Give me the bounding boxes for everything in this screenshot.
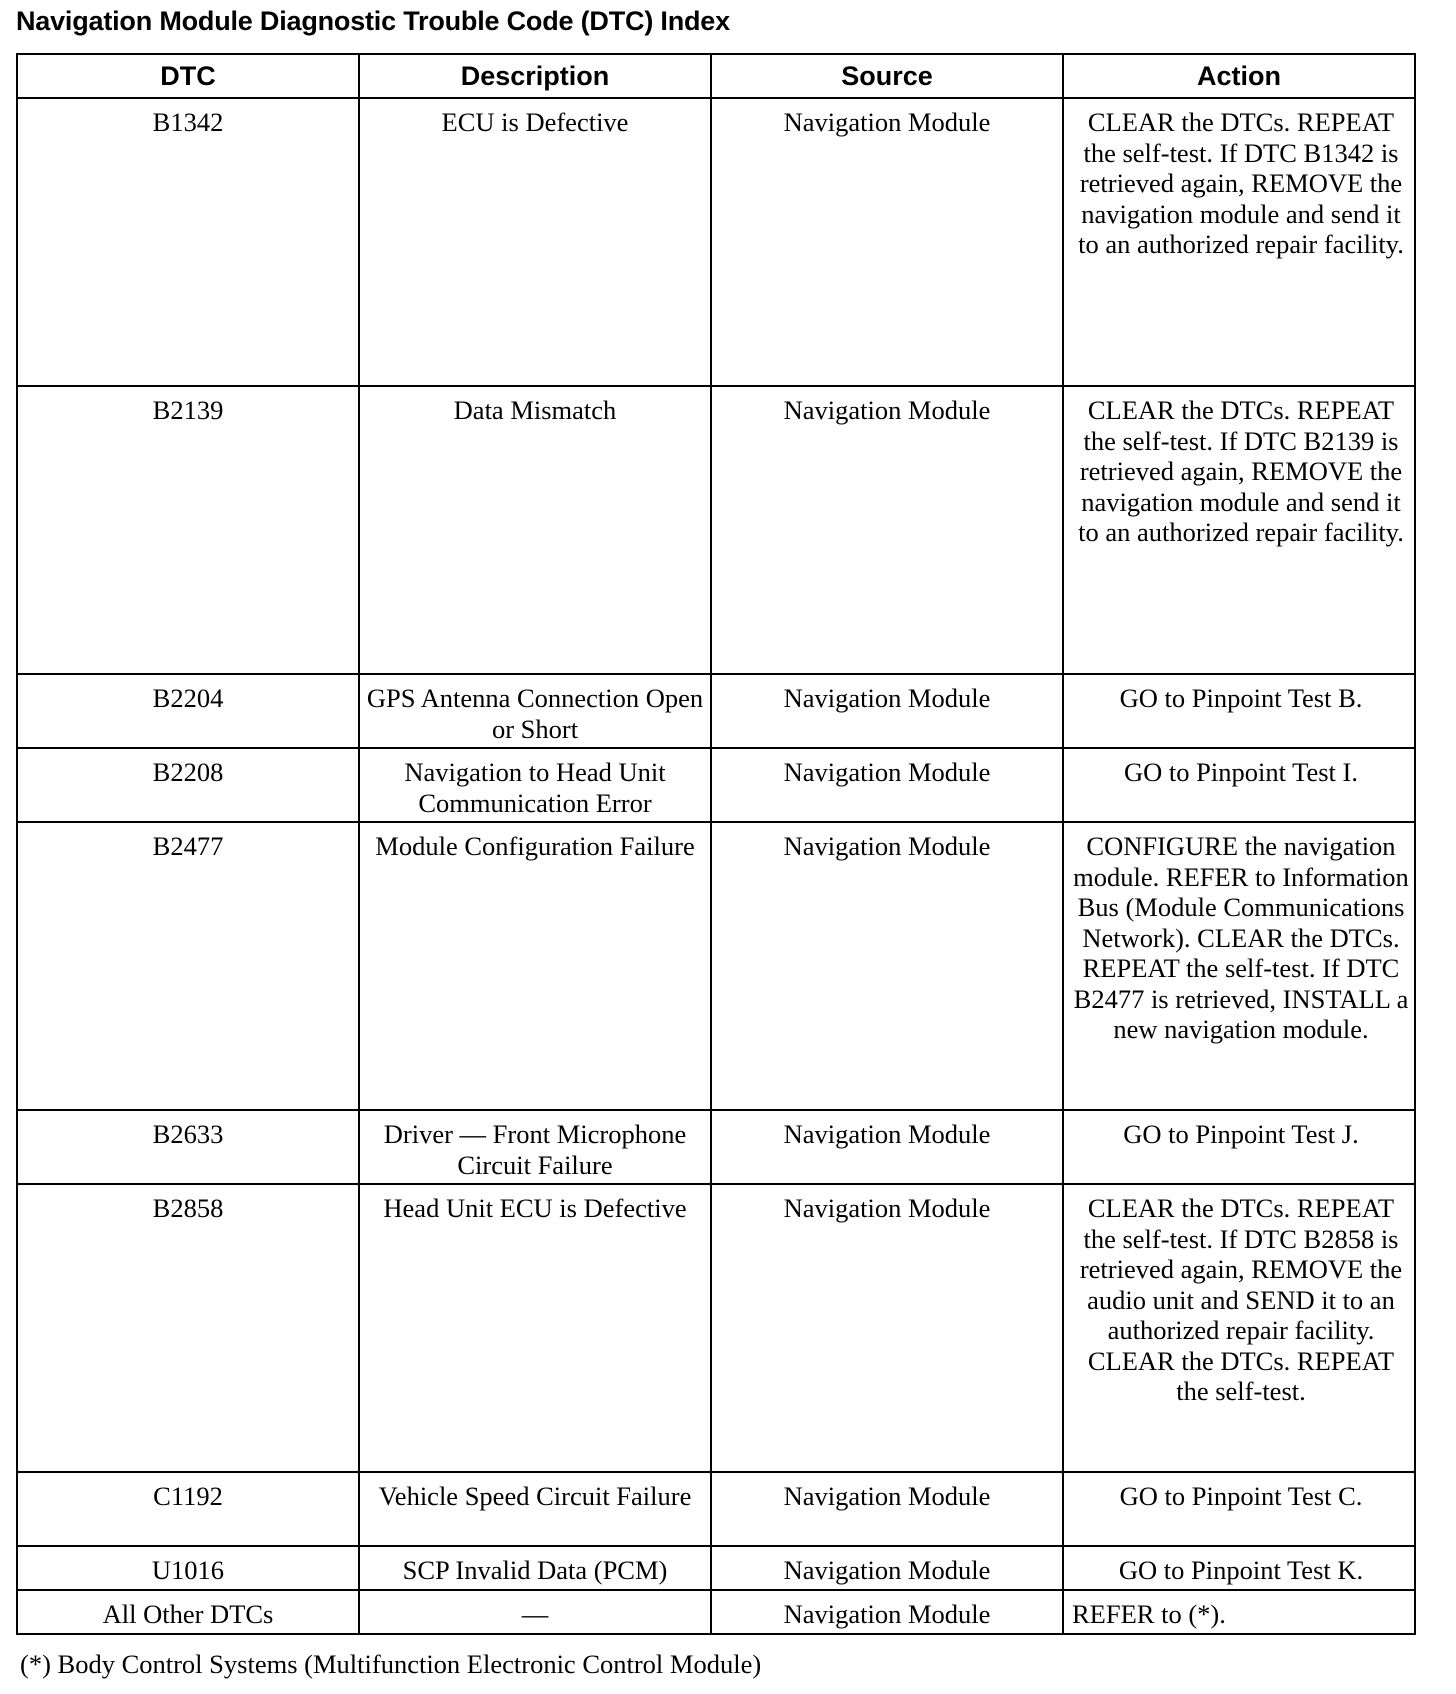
page-title: Navigation Module Diagnostic Trouble Code (DTC) Index — [16, 6, 730, 36]
column-header-dtc: DTC — [17, 54, 359, 98]
dtc-cell: B1342 — [17, 98, 359, 386]
dtc-cell: B2477 — [17, 822, 359, 1110]
dtc-cell: B2858 — [17, 1184, 359, 1472]
action-cell: CONFIGURE the navigation module. REFER to Information Bus (Module Communications Network). CLEAR the DTCs. REPEAT the self-test. If DTC B2477 is retrieved, INSTALL a new navigation module. — [1063, 822, 1415, 1110]
table-row — [17, 98, 1415, 386]
table-row — [17, 1546, 1415, 1590]
action-cell: REFER to (*). — [1063, 1590, 1415, 1634]
table-row — [17, 386, 1415, 674]
action-cell: GO to Pinpoint Test J. — [1063, 1110, 1415, 1184]
table-row — [17, 1472, 1415, 1546]
description-cell: SCP Invalid Data (PCM) — [359, 1546, 711, 1590]
table-row — [17, 674, 1415, 748]
source-cell: Navigation Module — [711, 748, 1063, 822]
source-cell: Navigation Module — [711, 822, 1063, 1110]
source-cell: Navigation Module — [711, 1110, 1063, 1184]
action-cell: GO to Pinpoint Test C. — [1063, 1472, 1415, 1546]
description-cell: GPS Antenna Connection Open or Short — [359, 674, 711, 748]
action-cell: CLEAR the DTCs. REPEAT the self-test. If DTC B1342 is retrieved again, REMOVE the navigation module and send it to an authorized repair facility. — [1063, 98, 1415, 386]
table-row — [17, 1184, 1415, 1472]
description-cell: Driver — Front Microphone Circuit Failure — [359, 1110, 711, 1184]
footnote: (*) Body Control Systems (Multifunction Electronic Control Module) — [20, 1649, 762, 1679]
description-cell: ECU is Defective — [359, 98, 711, 386]
source-cell: Navigation Module — [711, 1590, 1063, 1634]
dtc-cell: B2139 — [17, 386, 359, 674]
table-row — [17, 748, 1415, 822]
action-cell: GO to Pinpoint Test B. — [1063, 674, 1415, 748]
dtc-cell: B2633 — [17, 1110, 359, 1184]
action-cell: CLEAR the DTCs. REPEAT the self-test. If DTC B2858 is retrieved again, REMOVE the audio unit and SEND it to an authorized repair facility. CLEAR the DTCs. REPEAT the self-test. — [1063, 1184, 1415, 1472]
dtc-cell: B2208 — [17, 748, 359, 822]
dtc-index-table — [16, 53, 1416, 1635]
dtc-cell: U1016 — [17, 1546, 359, 1590]
source-cell: Navigation Module — [711, 386, 1063, 674]
source-cell: Navigation Module — [711, 1184, 1063, 1472]
description-cell: Navigation to Head Unit Communication Error — [359, 748, 711, 822]
source-cell: Navigation Module — [711, 674, 1063, 748]
action-cell: GO to Pinpoint Test I. — [1063, 748, 1415, 822]
column-header-action: Action — [1063, 54, 1415, 98]
header-row — [17, 54, 1415, 98]
description-cell: Vehicle Speed Circuit Failure — [359, 1472, 711, 1546]
table-row — [17, 1590, 1415, 1634]
description-cell: Data Mismatch — [359, 386, 711, 674]
action-cell: CLEAR the DTCs. REPEAT the self-test. If DTC B2139 is retrieved again, REMOVE the navigation module and send it to an authorized repair facility. — [1063, 386, 1415, 674]
table-row — [17, 822, 1415, 1110]
column-header-source: Source — [711, 54, 1063, 98]
source-cell: Navigation Module — [711, 1546, 1063, 1590]
source-cell: Navigation Module — [711, 1472, 1063, 1546]
source-cell: Navigation Module — [711, 98, 1063, 386]
action-cell: GO to Pinpoint Test K. — [1063, 1546, 1415, 1590]
description-cell: — — [359, 1590, 711, 1634]
description-cell: Head Unit ECU is Defective — [359, 1184, 711, 1472]
dtc-cell: All Other DTCs — [17, 1590, 359, 1634]
dtc-cell: B2204 — [17, 674, 359, 748]
table-row — [17, 1110, 1415, 1184]
column-header-description: Description — [359, 54, 711, 98]
description-cell: Module Configuration Failure — [359, 822, 711, 1110]
dtc-cell: C1192 — [17, 1472, 359, 1546]
